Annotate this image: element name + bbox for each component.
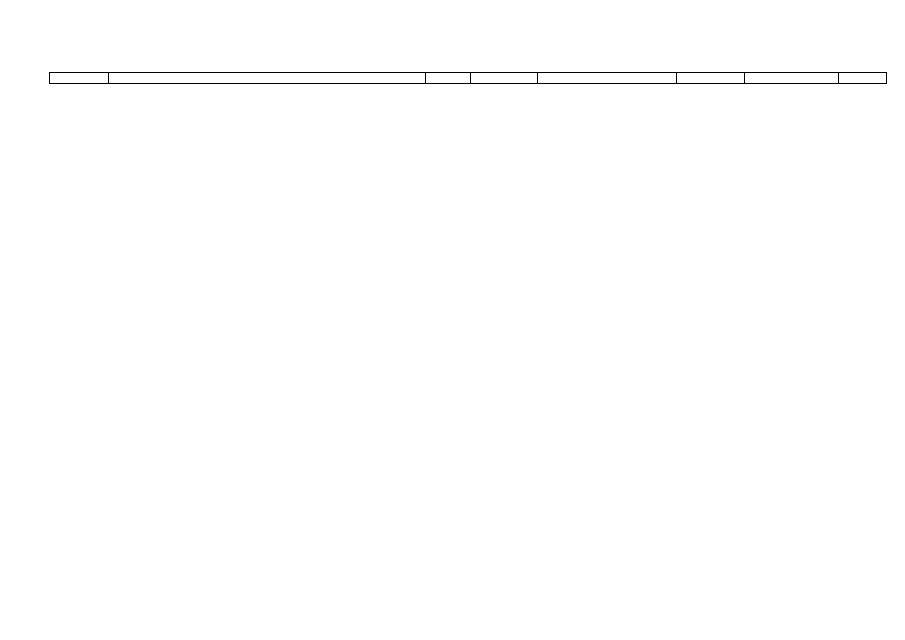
header-col-7 [744, 73, 838, 84]
table-header [49, 72, 887, 84]
header-col-6 [676, 73, 744, 84]
header-col-5 [537, 73, 676, 84]
header-col-4 [470, 73, 537, 84]
header-col-1 [50, 73, 108, 84]
header-col-8 [838, 73, 888, 84]
header-col-2 [108, 73, 425, 84]
header-col-3 [425, 73, 470, 84]
